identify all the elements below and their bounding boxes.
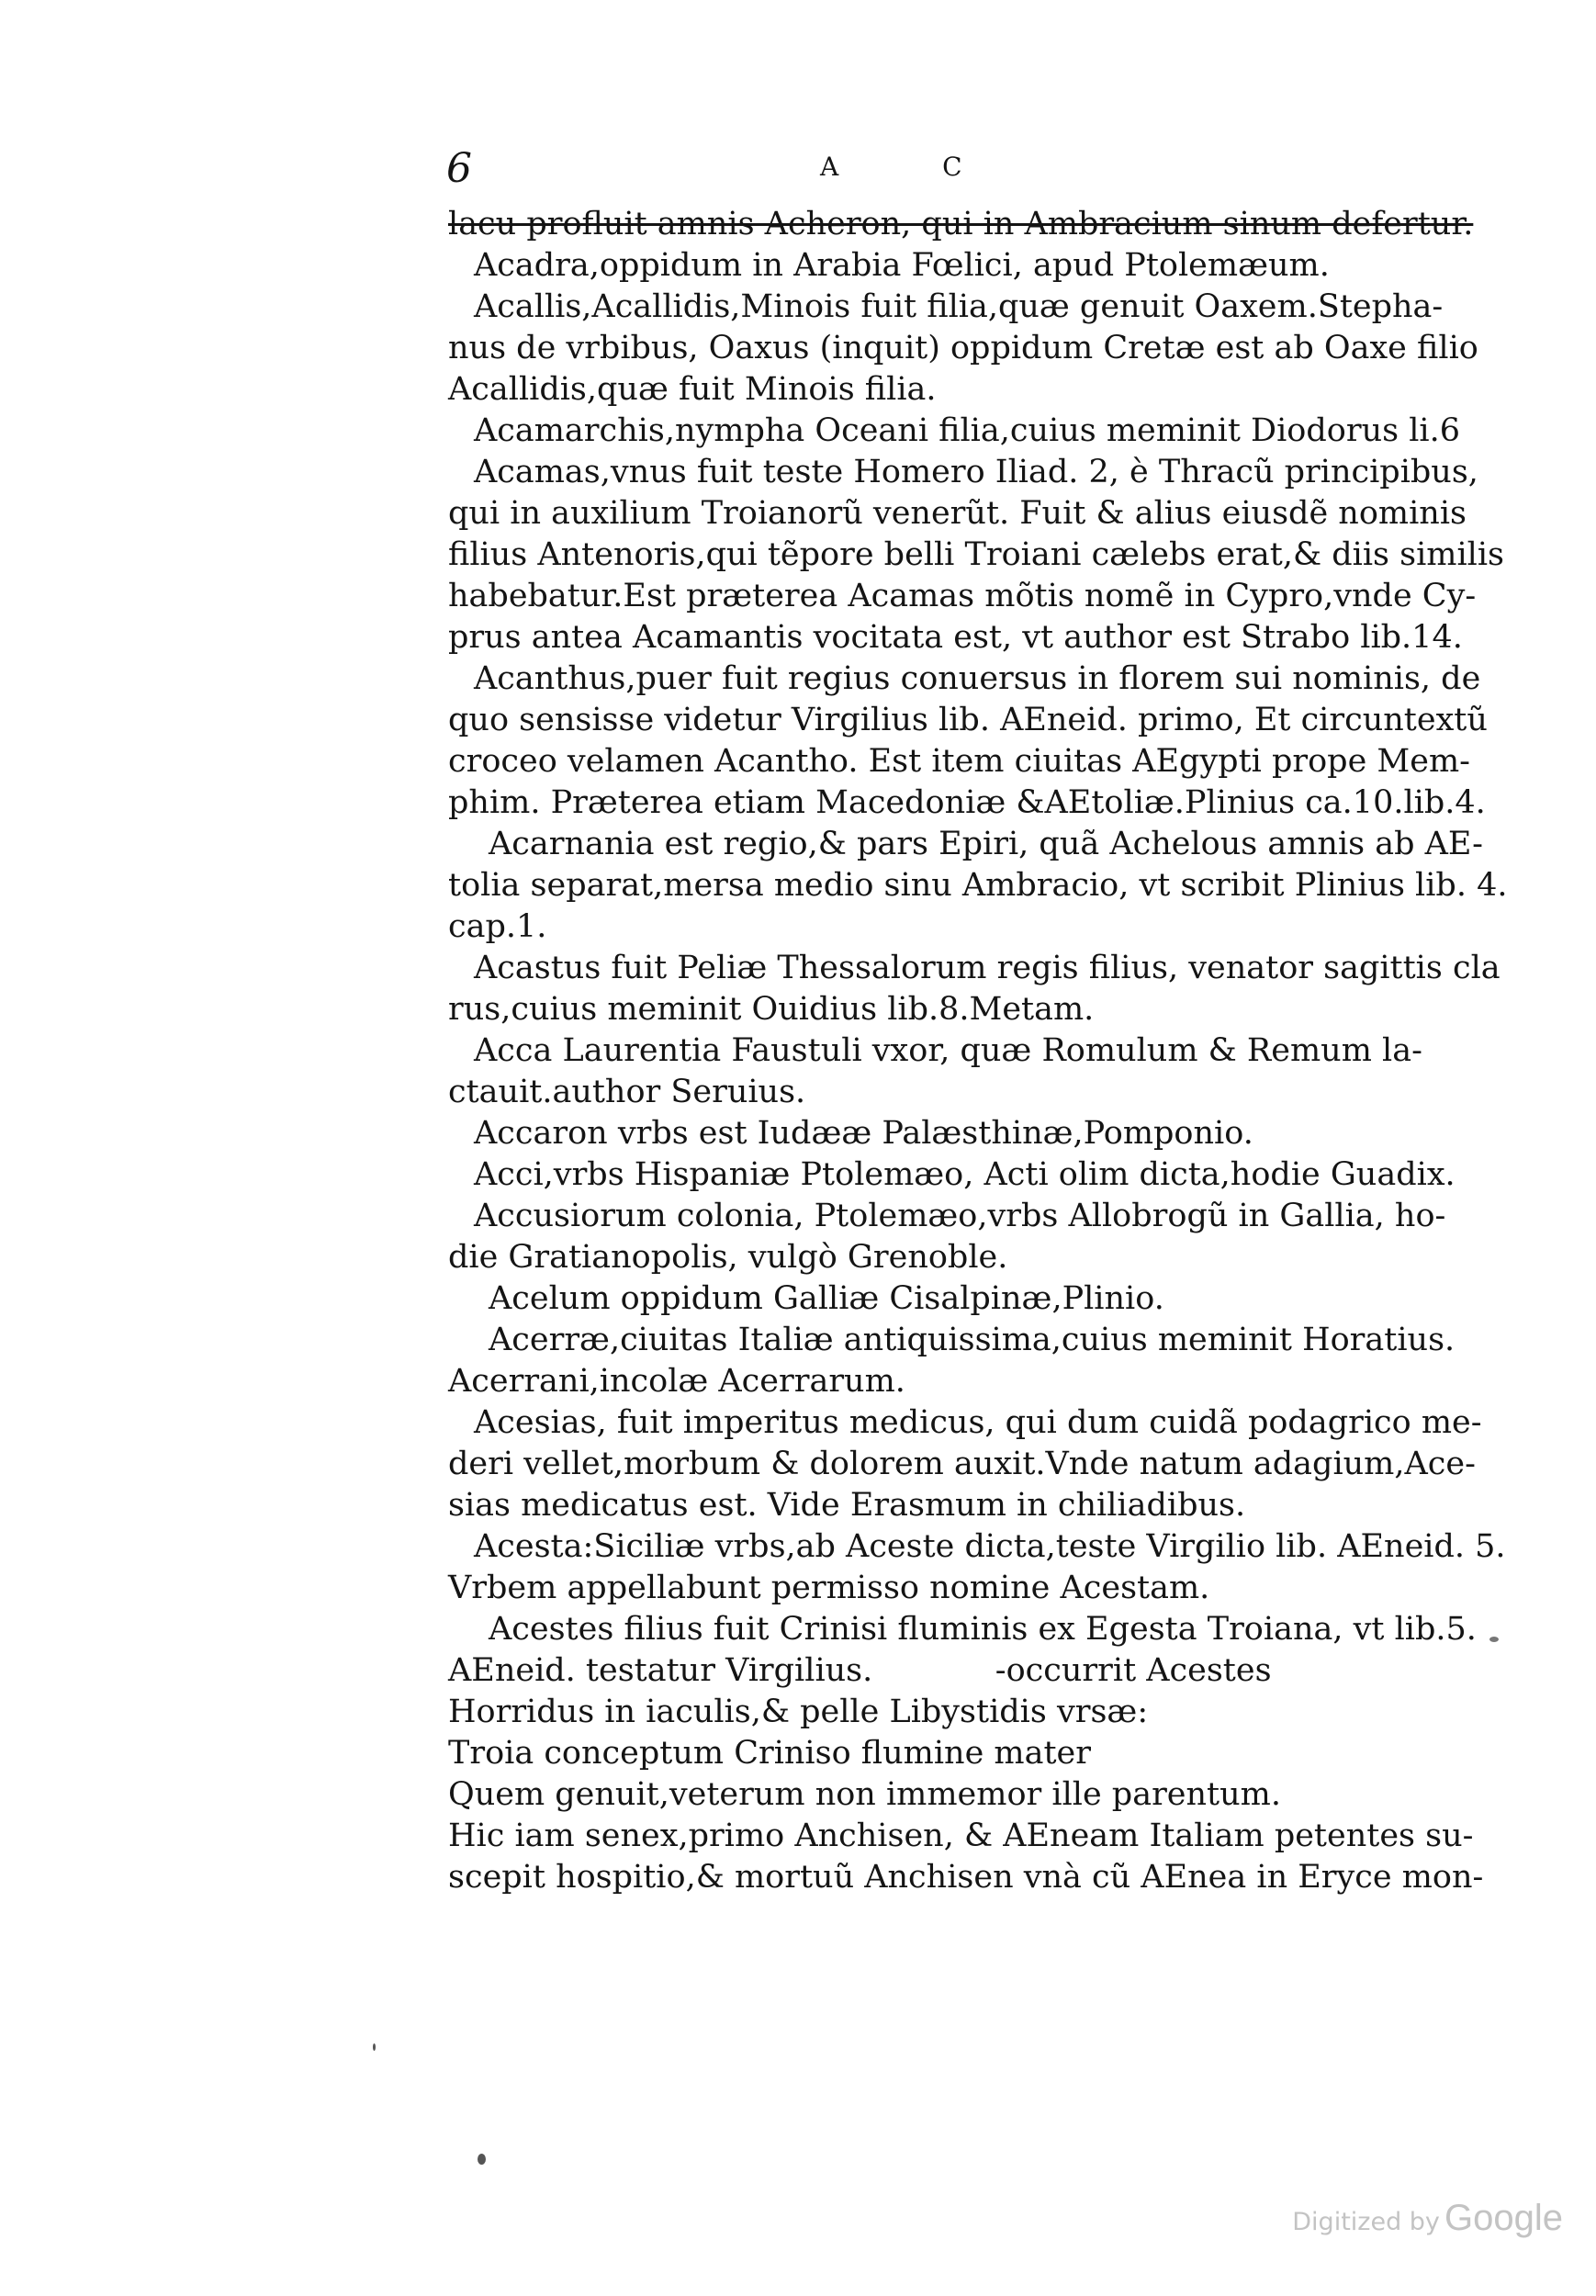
text-line: lacu profluit amnis Acheron, qui in Ambracium sinum defertur.	[448, 206, 1474, 242]
text-line: deri vellet,morbum & dolorem auxit.Vnde natum adagium,Ace-	[448, 1446, 1476, 1482]
text-line: qui in auxilium Troianorũ venerũt. Fuit & alius eiusdẽ nominis	[448, 495, 1467, 532]
ink-speck	[1489, 1637, 1499, 1642]
text-line: Hic iam senex,primo Anchisen, & AEneam Italiam petentes su-	[448, 1818, 1474, 1854]
text-line: nus de vrbibus, Oaxus (inquit) oppidum Cretæ est ab Oaxe filio	[448, 330, 1478, 366]
text-line: Acesias, fuit imperitus medicus, qui dum cuidã podagrico me-	[474, 1404, 1482, 1441]
text-line: habebatur.Est præterea Acamas mõtis nomẽ in Cypro,vnde Cy-	[448, 578, 1477, 614]
digitized-prefix: Digitized by	[1292, 2208, 1440, 2236]
text-line: Vrbem appellabunt permisso nomine Acestam.	[448, 1570, 1210, 1606]
text-line: Acerrani,incolæ Acerrarum.	[448, 1363, 905, 1400]
text-line: prus antea Acamantis vocitata est, vt author est Strabo lib.14.	[448, 619, 1463, 656]
text-line: tolia separat,mersa medio sinu Ambracio, vt scribit Plinius lib. 4.	[448, 867, 1508, 904]
text-line: scepit hospitio,& mortuũ Anchisen vnà cũ AEnea in Eryce mon-	[448, 1859, 1484, 1896]
text-line: sias medicatus est. Vide Erasmum in chiliadibus.	[448, 1487, 1246, 1524]
text-line: cap.1.	[448, 908, 547, 945]
text-line: Acanthus,puer fuit regius conuersus in florem sui nominis, de	[474, 660, 1481, 697]
text-line: rus,cuius meminit Ouidius lib.8.Metam.	[448, 991, 1095, 1028]
text-line: Acca Laurentia Faustuli vxor, quæ Romulum & Remum la-	[474, 1032, 1422, 1069]
text-line: Acelum oppidum Galliæ Cisalpinæ,Plinio.	[489, 1280, 1164, 1317]
page-number: 6	[446, 145, 472, 192]
text-line: phim. Præterea etiam Macedoniæ &AEtoliæ.Plinius ca.10.lib.4.	[448, 784, 1486, 821]
text-line: Acamarchis,nympha Oceani filia,cuius meminit Diodorus li.6	[474, 412, 1460, 449]
text-line: Accaron vrbs est Iudææ Palæsthinæ,Pomponio.	[474, 1115, 1253, 1152]
text-line: Acastus fuit Peliæ Thessalorum regis filius, venator sagittis cla	[474, 950, 1500, 986]
text-line: ctauit.author Seruius.	[448, 1074, 806, 1110]
digitized-by-google-watermark	[1292, 2198, 1563, 2239]
text-line: Accusiorum colonia, Ptolemæo,vrbs Allobrogũ in Gallia, ho-	[474, 1198, 1446, 1234]
ink-speck	[373, 2043, 376, 2051]
text-line: croceo velamen Acantho. Est item ciuitas AEgypti prope Mem-	[448, 743, 1470, 780]
text-line: Acallidis,quæ fuit Minois filia.	[448, 371, 937, 408]
text-line: Quem genuit,veterum non immemor ille parentum.	[448, 1776, 1281, 1813]
text-line: Acadra,oppidum in Arabia Fœlici, apud Ptolemæum.	[474, 247, 1330, 284]
ink-speck	[478, 2154, 486, 2165]
text-line: Acestes filius fuit Crinisi fluminis ex Egesta Troiana, vt lib.5.	[489, 1611, 1477, 1648]
text-line: Acci,vrbs Hispaniæ Ptolemæo, Acti olim dicta,hodie Guadix.	[474, 1156, 1456, 1193]
text-line: Acallis,Acallidis,Minois fuit filia,quæ genuit Oaxem.Stepha-	[474, 288, 1444, 325]
text-line: die Gratianopolis, vulgò Grenoble.	[448, 1239, 1008, 1276]
running-head: A C	[820, 152, 1010, 182]
text-line: AEneid. testatur Virgilius. -occurrit Acestes	[448, 1652, 1272, 1689]
text-line: Acerræ,ciuitas Italiæ antiquissima,cuius meminit Horatius.	[489, 1322, 1456, 1358]
text-block	[448, 204, 1508, 1898]
text-line: Acamas,vnus fuit teste Homero Iliad. 2, è Thracũ principibus,	[474, 454, 1478, 490]
google-brand: Google	[1444, 2198, 1563, 2238]
text-line: Acarnania est regio,& pars Epiri, quã Achelous amnis ab AE-	[489, 826, 1483, 862]
text-line: Troia conceptum Criniso flumine mater	[448, 1735, 1091, 1772]
text-line: Horridus in iaculis,& pelle Libystidis vrsæ:	[448, 1694, 1149, 1730]
text-line: quo sensisse videtur Virgilius lib. AEneid. primo, Et circuntextũ	[448, 702, 1488, 738]
text-line: Acesta:Siciliæ vrbs,ab Aceste dicta,teste Virgilio lib. AEneid. 5.	[474, 1528, 1506, 1565]
text-line: filius Antenoris,qui tẽpore belli Troiani cælebs erat,& diis similis	[448, 536, 1505, 573]
